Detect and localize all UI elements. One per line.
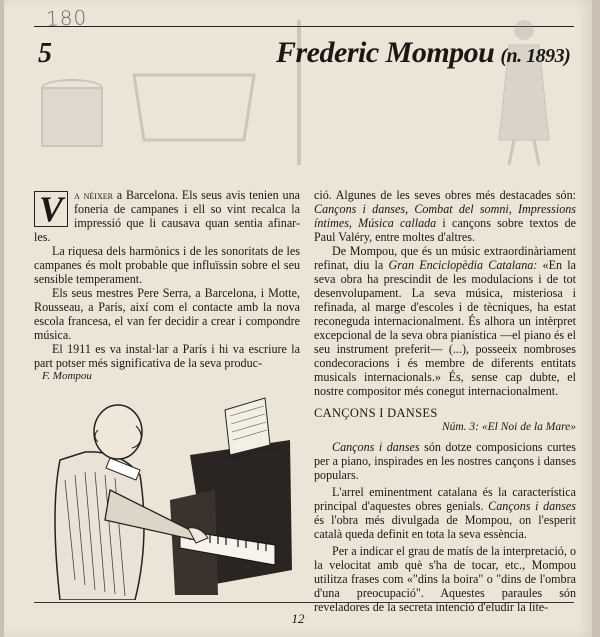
work-title-1: Cançons i danses [332, 440, 420, 454]
page-number: 12 [291, 611, 305, 626]
figure-leg-right [534, 140, 539, 165]
left-paragraph-2: La riquesa dels harmònics i de les sonoritats de les campanes és molt probable que influïssin sobre el seu sensible temperament. [34, 244, 300, 286]
drum-body [42, 88, 102, 146]
mompou-at-piano-illustration [40, 380, 296, 600]
show-through-illustrations [4, 0, 592, 175]
illustration-caption: F. Mompou [42, 370, 92, 382]
left-paragraph-1-rest: a Barcelona. Els seus avis tenien una foneria de campanes i ell so vint recalca la impressió que li causava quan sentia afinar-les. [34, 188, 300, 244]
right-column-text [314, 188, 576, 614]
section-subheading: Núm. 3: «El Noi de la Mare» [441, 421, 576, 433]
encyclopedia-quote: «En la seva obra ha prescindit de les modulacions i de tot desenvolupament. La seva música, misteriosa i refinada, al marge d'escoles i de tècniques, ha estat reconeguda internacionalment. És alhora un intèrpret excepcional de la seva obra pianística —el piano és el seu instrument preferit— (...), posseeix nombroses condecoracions i és membre de diferents entitats musicals internacionals.» És, sense cap dubte, el nostre compositor més conegut internacionalment. [314, 258, 576, 398]
section-heading: CANÇONS I DANSES [314, 406, 438, 420]
works-outro: i cançons sobre textos de Paul Valéry, entre moltes d'altres. [314, 216, 576, 244]
frame-instrument [134, 75, 254, 140]
book-page [4, 0, 592, 637]
quote-source: Gran Enciclopèdia Catalana: [388, 258, 538, 272]
pianist-head [94, 405, 142, 459]
right-paragraph-3 [314, 440, 576, 482]
figure-leg-left [509, 140, 514, 165]
works-intro: ció. Algunes de les seves obres més destacades són: [314, 188, 576, 202]
pencil-page-number: 180 [45, 5, 88, 31]
page-title [276, 36, 570, 70]
quote-intro: De Mompou, que és un músic extraordinàriament refinat, diu la [314, 244, 576, 272]
left-paragraph-3: Els seus mestres Pere Serra, a Barcelona, i Motte, Rousseau, a París, així com el contacte amb la nova escola francesa, el van fer decidir a crear i compondre música. [34, 286, 300, 342]
right-paragraph-2 [314, 244, 576, 398]
opening-small-caps: a néixer [74, 188, 113, 202]
sheet-music [225, 398, 270, 455]
catalan-spirit-text: és l'obra més divulgada de Mompou, on l'esperit català queda definit en tota la seva essència. [314, 513, 576, 541]
catalan-root-text: L'arrel eminentment catalana és la característica principal d'aquestes obres genials. [314, 485, 576, 513]
footer-rule [34, 602, 574, 603]
left-paragraph-4: El 1911 es va instal·lar a París i hi va escriure la part potser més significativa de la seva produc- [34, 342, 300, 370]
chapter-number: 5 [38, 38, 52, 69]
work-title-2: Cançons i danses [488, 499, 577, 513]
right-paragraph-5: Per a indicar el grau de matís de la interpretació, o la velocitat amb què s'ha de tocar, etc., Mompou utilitza frases com «"dins la boira" o "dins de l'ombra d'una preocupació". Aquestes paraules són reveladores de la secreta intenció d'eludir la lite- [314, 544, 576, 614]
composer-name: Frederic Mompou [276, 36, 495, 69]
right-paragraph-1 [314, 188, 576, 244]
right-paragraph-4 [314, 485, 576, 541]
left-column-text [34, 188, 300, 370]
work-description: són dotze composicions curtes per a piano, inspirades en les nostres cançons i danses populars. [314, 440, 576, 482]
works-list: Cançons i danses, Combat del somni, Impressions íntimes, Música callada [314, 202, 576, 230]
composer-years: (n. 1893) [500, 45, 571, 67]
left-paragraph-1 [34, 188, 300, 244]
drop-cap: V [34, 191, 68, 227]
